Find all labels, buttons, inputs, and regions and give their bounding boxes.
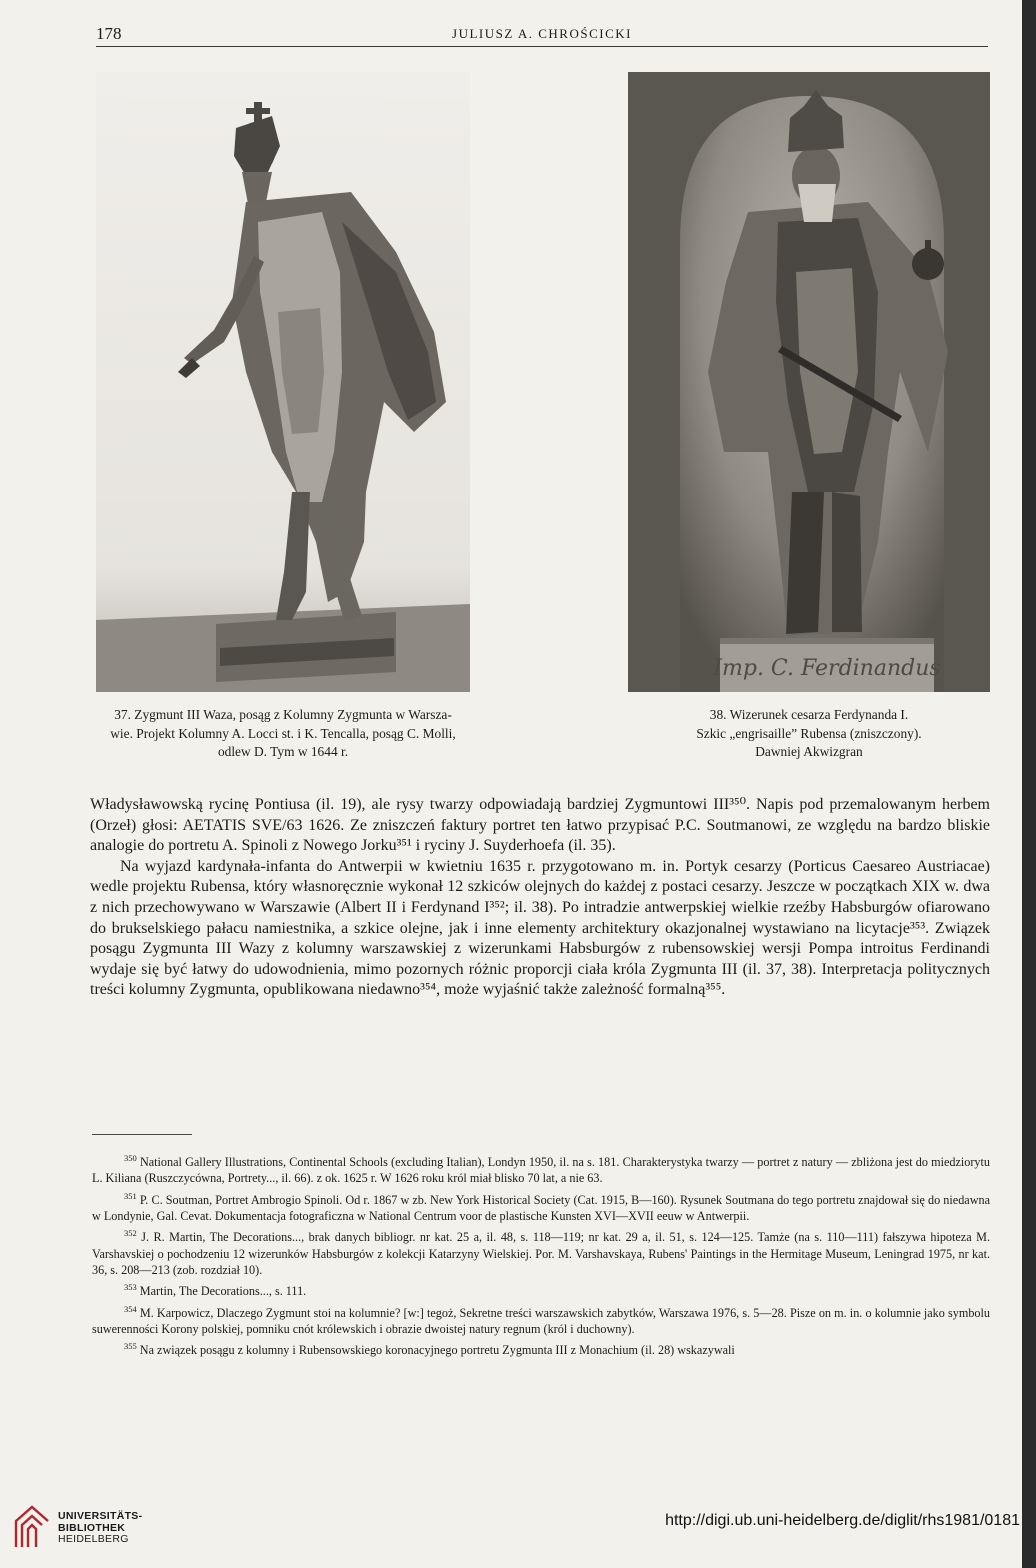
library-logo-icon — [12, 1503, 52, 1551]
footnote-number: 355 — [124, 1341, 137, 1352]
caption-line: odlew D. Tym w 1644 r. — [217, 744, 349, 759]
page-header — [96, 22, 988, 47]
body-text — [90, 795, 990, 1001]
caption-line: Dawniej Akwizgran — [755, 744, 863, 759]
footnote-text: M. Karpowicz, Dlaczego Zygmunt stoi na kolumnie? [w:] tegoż, Sekretne treści warszawskich zabytków, Warszawa 1976, s. 5—28. Pisze on m. in. o kolumnie jako symbolu suwerenności Korony polskiej, pomniku cnót królewskich i obrazie dwoistej natury regnum (król i duchowny). — [92, 1305, 990, 1336]
scan-edge — [1022, 0, 1036, 1568]
statue-photo — [96, 72, 470, 692]
footnote-text: Na związek posągu z kolumny i Rubensowskiego koronacyjnego portretu Zygmunta III z Monachium (il. 28) wskazywali — [139, 1343, 735, 1358]
caption-line: wie. Projekt Kolumny A. Locci st. i K. Tencalla, posąg C. Molli, — [110, 725, 456, 741]
footnote — [92, 1225, 990, 1278]
library-name-line: HEIDELBERG — [58, 1533, 129, 1546]
figure-38-caption — [628, 706, 990, 762]
library-name — [58, 1511, 142, 1546]
footnote-text: P. C. Soutman, Portret Ambrogio Spinoli. Od r. 1867 w zb. New York Historical Society (Cat. 1915, B—160). Rysunek Soutmana do tego portretu znajdował się do niedawna w Londynie, Gal. Cevat. Dokumentacja fotograficzna w National Centrum voor de plastische Kunsten XVI—XVII eeuw w Antwerpii. — [92, 1192, 991, 1224]
figure-38-sketch — [628, 72, 990, 692]
footnote — [92, 1279, 990, 1299]
figure-37-statue — [96, 72, 470, 692]
body-paragraph: Władysławowską rycinę Pontiusa (il. 19), ale rysy twarzy odpowiadają bardziej Zygmuntowi III³⁵⁰. Napis pod przemalowanym herbem (Orzeł) głosi: AETATIS SVE/63 1626. Ze zniszczeń faktury portret ten łatwo przypisać P.C. Soutmanowi, ze względu na bardzo bliskie analogie do portretu A. Spinoli z Nowego Jorku³⁵¹ i ryciny J. Suyderhoefa (il. 35). — [90, 796, 990, 855]
footnote-number: 352 — [124, 1228, 137, 1239]
footnote-number: 354 — [124, 1303, 137, 1314]
footnote-text: Martin, The Decorations..., s. 111. — [139, 1284, 307, 1299]
page-number: 178 — [96, 24, 122, 43]
caption-line: Szkic „engrisaille” Rubensa (zniszczony). — [696, 725, 922, 741]
footnote-text: National Gallery Illustrations, Continental Schools (excluding Italian), Londyn 1950, il. na s. 181. Charakterystyka twarzy — portret z natury — zbliżona jest do miedziorytu L. Kiliana (Ruszczycówna, Portrety..., il. 66). z ok. 1625 r. W 1626 roku król miał blisko 70 lat, a nie 63. — [92, 1155, 991, 1186]
footnote-rule — [92, 1134, 192, 1135]
footnotes — [92, 1150, 990, 1360]
caption-line: 37. Zygmunt III Waza, posąg z Kolumny Zygmunta w Warsza- — [114, 707, 452, 722]
pedestal-inscription: Imp. C. Ferdinandus — [713, 656, 941, 681]
library-name-line: UNIVERSITÄTS- — [58, 1510, 143, 1522]
caption-line: 38. Wizerunek cesarza Ferdynanda I. — [709, 707, 909, 722]
figure-37-caption — [96, 706, 470, 762]
running-head: JULIUSZ A. CHROŚCICKI — [452, 26, 632, 41]
footnote-number: 351 — [124, 1190, 137, 1201]
footnote — [92, 1338, 990, 1358]
library-name-line: BIBLIOTHEK — [58, 1521, 126, 1534]
footnote — [92, 1301, 990, 1338]
source-url-link[interactable]: http://digi.ub.uni-heidelberg.de/diglit/rhs1981/0181 — [665, 1512, 1020, 1529]
footnote — [92, 1188, 990, 1225]
body-paragraph: Na wyjazd kardynała-infanta do Antwerpii w kwietniu 1635 r. przygotowano m. in. Portyk cesarzy (Porticus Caesareo Austriacae) wedle projektu Rubensa, który własnoręcznie wykonał 12 szkiców olejnych do każdej z postaci cesarzy. Jeszcze w początkach XIX w. dwa z nich przechowywano w Warszawie (Albert II i Ferdynand I³⁵²; il. 38). Po intradzie antwerpskiej wielkie rzeźby Habsburgów ofiarowano do brukselskiego pałacu namiestnika, a szkice olejne, jak i inne elementy architektury okazjonalnej wystawiano na licytacje³⁵³. Związek posągu Zygmunta III Wazy z kolumny warszawskiej z wizerunkami Habsburgów z rubensowskiej wersji Pompa introitus Ferdinandi wydaje się być łatwy do udowodnienia, mimo pozornych różnic proporcji ciała króla Zygmunta III (il. 37, 38). Interpretacja politycznych treści kolumny Zygmunta, opublikowana niedawno³⁵⁴, może wyjaśnić także zależność formalną³⁵⁵. — [90, 857, 990, 999]
grisaille-photo — [628, 72, 990, 692]
footnote — [92, 1150, 990, 1187]
footnote-text: J. R. Martin, The Decorations..., brak danych bibliogr. nr kat. 25 a, il. 48, s. 118—119; nr kat. 29 a, il. 51, s. 124—125. Tamże (na s. 110—111) fałszywa hipoteza M. Varshavskiej o pochodzeniu 12 wizerunków Habsburgów z kolekcji Katarzyny Wielskiej. Por. M. Varshavskaya, Rubens' Paintings in the Hermitage Museum, Leningrad 1975, nr kat. 36, s. 208—213 (zob. rozdział 10). — [92, 1230, 990, 1277]
footnote-number: 350 — [124, 1153, 137, 1163]
footnote-number: 353 — [124, 1282, 137, 1293]
